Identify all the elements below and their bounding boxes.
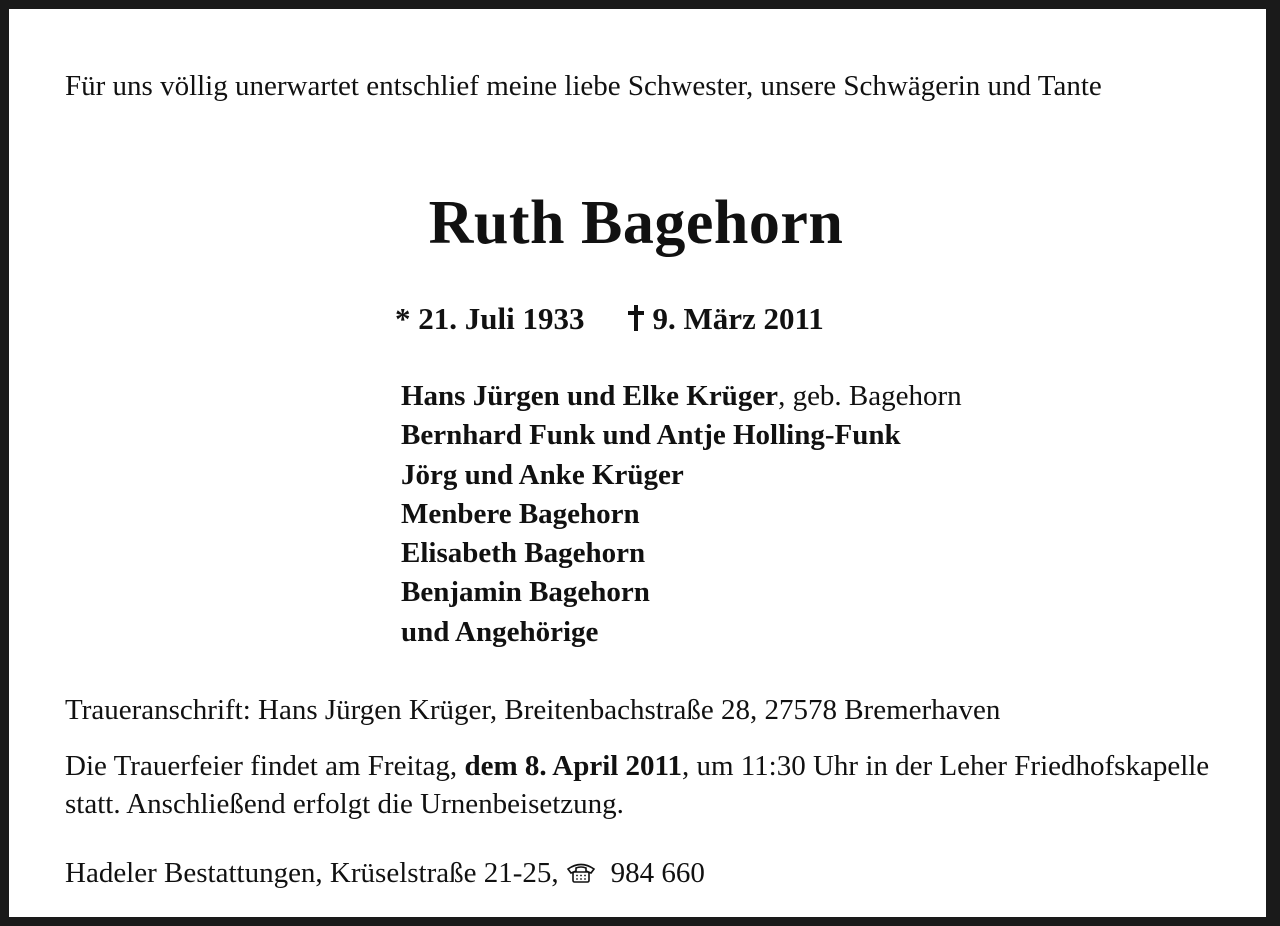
ceremony-info: [65, 747, 1255, 823]
deceased-name: Ruth Bagehorn: [428, 189, 844, 257]
telephone-icon: [565, 860, 597, 884]
funeral-home-phone: 984 660: [610, 857, 705, 889]
death-date-group: [628, 301, 823, 336]
birth-date: * 21. Juli 1933: [395, 301, 585, 336]
mourner-line: [401, 377, 962, 416]
ceremony-date: dem 8. April 2011: [464, 750, 682, 782]
life-dates: [395, 299, 824, 339]
mourner-note: , geb. Bagehorn: [778, 380, 962, 412]
mourner-name: Hans Jürgen und Elke Krüger: [401, 380, 779, 412]
funeral-home-text: Hadeler Bestattungen, Krüselstraße 21-25,: [65, 857, 559, 889]
funeral-home-info: [65, 854, 1255, 892]
mourner-line: Jörg und Anke Krüger: [401, 458, 684, 491]
mourner-line: Elisabeth Bagehorn: [401, 537, 646, 570]
ceremony-text-after: , um 11:30 Uhr in der Leher Friedhofskapelle statt. Anschließend erfolgt die Urnenbeisetzung.: [65, 750, 1210, 820]
cross-icon: [628, 305, 644, 331]
mourner-line: und Angehörige: [401, 615, 599, 648]
intro-text: Für uns völlig unerwartet entschlief meine liebe Schwester, unsere Schwägerin und Tante: [65, 70, 1102, 102]
ceremony-text-before: Die Trauerfeier findet am Freitag,: [65, 750, 465, 782]
mourner-line: Menbere Bagehorn: [401, 497, 640, 530]
mourners-list: [401, 377, 962, 652]
mourner-line: Benjamin Bagehorn: [401, 576, 650, 609]
mourner-line: Bernhard Funk und Antje Holling-Funk: [401, 419, 901, 452]
death-date: 9. März 2011: [652, 301, 824, 336]
mourning-address: Traueranschrift: Hans Jürgen Krüger, Breitenbachstraße 28, 27578 Bremerhaven: [65, 694, 1001, 726]
